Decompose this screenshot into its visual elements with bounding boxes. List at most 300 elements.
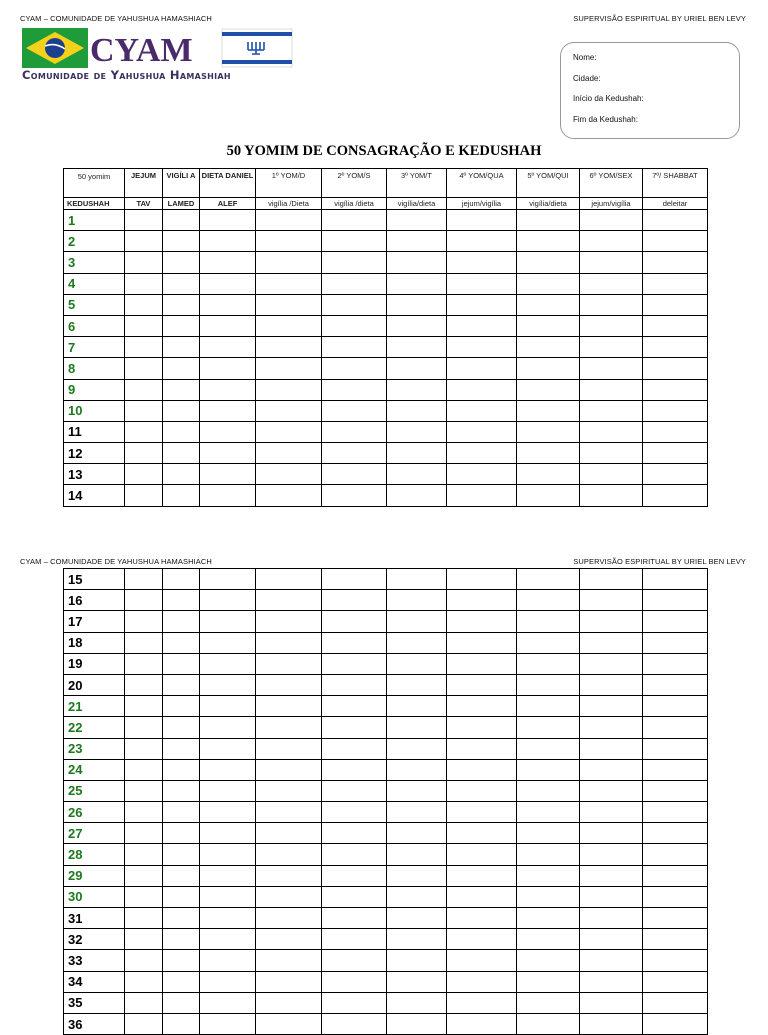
day-cell[interactable] [643, 823, 708, 844]
day-cell[interactable] [517, 738, 580, 759]
day-cell[interactable] [387, 315, 447, 336]
day-cell[interactable] [517, 844, 580, 865]
day-cell[interactable] [322, 971, 387, 992]
day-cell[interactable] [200, 759, 256, 780]
day-cell[interactable] [447, 358, 517, 379]
day-cell[interactable] [387, 971, 447, 992]
day-cell[interactable] [163, 886, 200, 907]
day-cell[interactable] [517, 971, 580, 992]
day-cell[interactable] [256, 590, 322, 611]
day-cell[interactable] [125, 315, 163, 336]
day-cell[interactable] [125, 485, 163, 506]
day-cell[interactable] [643, 886, 708, 907]
day-cell[interactable] [643, 569, 708, 590]
day-cell[interactable] [163, 273, 200, 294]
day-cell[interactable] [447, 908, 517, 929]
day-cell[interactable] [580, 611, 643, 632]
day-cell[interactable] [256, 210, 322, 231]
day-cell[interactable] [163, 950, 200, 971]
day-cell[interactable] [256, 717, 322, 738]
day-cell[interactable] [125, 400, 163, 421]
day-cell[interactable] [256, 992, 322, 1013]
day-cell[interactable] [643, 802, 708, 823]
day-cell[interactable] [447, 252, 517, 273]
day-cell[interactable] [517, 294, 580, 315]
day-cell[interactable] [163, 421, 200, 442]
day-cell[interactable] [256, 780, 322, 801]
day-cell[interactable] [256, 886, 322, 907]
day-cell[interactable] [447, 379, 517, 400]
day-cell[interactable] [447, 653, 517, 674]
day-cell[interactable] [200, 1013, 256, 1034]
day-cell[interactable] [387, 717, 447, 738]
day-cell[interactable] [387, 738, 447, 759]
day-cell[interactable] [517, 802, 580, 823]
day-cell[interactable] [200, 865, 256, 886]
day-cell[interactable] [447, 992, 517, 1013]
day-cell[interactable] [322, 315, 387, 336]
day-cell[interactable] [643, 315, 708, 336]
day-cell[interactable] [580, 273, 643, 294]
day-cell[interactable] [163, 759, 200, 780]
day-cell[interactable] [447, 950, 517, 971]
day-cell[interactable] [200, 210, 256, 231]
day-cell[interactable] [643, 908, 708, 929]
day-cell[interactable] [517, 674, 580, 695]
day-cell[interactable] [643, 611, 708, 632]
day-cell[interactable] [256, 696, 322, 717]
day-cell[interactable] [387, 865, 447, 886]
day-cell[interactable] [163, 210, 200, 231]
day-cell[interactable] [322, 696, 387, 717]
day-cell[interactable] [322, 464, 387, 485]
day-cell[interactable] [200, 717, 256, 738]
day-cell[interactable] [200, 273, 256, 294]
day-cell[interactable] [256, 611, 322, 632]
day-cell[interactable] [322, 400, 387, 421]
day-cell[interactable] [200, 908, 256, 929]
day-cell[interactable] [125, 611, 163, 632]
day-cell[interactable] [200, 971, 256, 992]
day-cell[interactable] [447, 738, 517, 759]
day-cell[interactable] [125, 231, 163, 252]
day-cell[interactable] [517, 315, 580, 336]
day-cell[interactable] [163, 717, 200, 738]
day-cell[interactable] [163, 294, 200, 315]
day-cell[interactable] [643, 865, 708, 886]
day-cell[interactable] [580, 337, 643, 358]
day-cell[interactable] [643, 717, 708, 738]
day-cell[interactable] [200, 231, 256, 252]
day-cell[interactable] [447, 421, 517, 442]
day-cell[interactable] [125, 844, 163, 865]
day-cell[interactable] [387, 252, 447, 273]
day-cell[interactable] [387, 653, 447, 674]
day-cell[interactable] [163, 802, 200, 823]
day-cell[interactable] [447, 929, 517, 950]
day-cell[interactable] [447, 823, 517, 844]
day-cell[interactable] [517, 611, 580, 632]
day-cell[interactable] [517, 950, 580, 971]
day-cell[interactable] [517, 464, 580, 485]
day-cell[interactable] [163, 632, 200, 653]
day-cell[interactable] [387, 696, 447, 717]
day-cell[interactable] [200, 294, 256, 315]
day-cell[interactable] [322, 632, 387, 653]
day-cell[interactable] [163, 569, 200, 590]
day-cell[interactable] [643, 780, 708, 801]
day-cell[interactable] [447, 780, 517, 801]
day-cell[interactable] [447, 273, 517, 294]
day-cell[interactable] [256, 823, 322, 844]
day-cell[interactable] [322, 780, 387, 801]
day-cell[interactable] [163, 780, 200, 801]
day-cell[interactable] [517, 696, 580, 717]
day-cell[interactable] [580, 929, 643, 950]
day-cell[interactable] [387, 337, 447, 358]
day-cell[interactable] [125, 929, 163, 950]
day-cell[interactable] [387, 569, 447, 590]
day-cell[interactable] [447, 337, 517, 358]
day-cell[interactable] [322, 421, 387, 442]
day-cell[interactable] [125, 653, 163, 674]
day-cell[interactable] [517, 992, 580, 1013]
day-cell[interactable] [517, 252, 580, 273]
day-cell[interactable] [256, 908, 322, 929]
day-cell[interactable] [256, 337, 322, 358]
day-cell[interactable] [517, 400, 580, 421]
day-cell[interactable] [200, 358, 256, 379]
day-cell[interactable] [517, 443, 580, 464]
day-cell[interactable] [447, 315, 517, 336]
day-cell[interactable] [200, 443, 256, 464]
day-cell[interactable] [387, 358, 447, 379]
day-cell[interactable] [517, 759, 580, 780]
day-cell[interactable] [322, 992, 387, 1013]
day-cell[interactable] [163, 379, 200, 400]
day-cell[interactable] [643, 632, 708, 653]
day-cell[interactable] [163, 337, 200, 358]
day-cell[interactable] [517, 358, 580, 379]
day-cell[interactable] [125, 569, 163, 590]
day-cell[interactable] [256, 294, 322, 315]
day-cell[interactable] [200, 886, 256, 907]
day-cell[interactable] [200, 400, 256, 421]
day-cell[interactable] [200, 844, 256, 865]
day-cell[interactable] [643, 421, 708, 442]
day-cell[interactable] [517, 569, 580, 590]
day-cell[interactable] [200, 674, 256, 695]
day-cell[interactable] [256, 844, 322, 865]
day-cell[interactable] [447, 569, 517, 590]
day-cell[interactable] [643, 294, 708, 315]
day-cell[interactable] [322, 273, 387, 294]
day-cell[interactable] [643, 231, 708, 252]
day-cell[interactable] [200, 780, 256, 801]
day-cell[interactable] [163, 738, 200, 759]
day-cell[interactable] [517, 780, 580, 801]
day-cell[interactable] [200, 315, 256, 336]
day-cell[interactable] [387, 400, 447, 421]
day-cell[interactable] [517, 908, 580, 929]
day-cell[interactable] [256, 632, 322, 653]
day-cell[interactable] [163, 674, 200, 695]
day-cell[interactable] [256, 485, 322, 506]
day-cell[interactable] [125, 358, 163, 379]
day-cell[interactable] [322, 653, 387, 674]
day-cell[interactable] [125, 294, 163, 315]
day-cell[interactable] [200, 421, 256, 442]
day-cell[interactable] [200, 823, 256, 844]
day-cell[interactable] [322, 929, 387, 950]
day-cell[interactable] [517, 337, 580, 358]
day-cell[interactable] [387, 485, 447, 506]
day-cell[interactable] [200, 611, 256, 632]
day-cell[interactable] [580, 443, 643, 464]
day-cell[interactable] [643, 464, 708, 485]
day-cell[interactable] [580, 780, 643, 801]
day-cell[interactable] [387, 780, 447, 801]
day-cell[interactable] [447, 632, 517, 653]
day-cell[interactable] [643, 210, 708, 231]
day-cell[interactable] [125, 865, 163, 886]
day-cell[interactable] [517, 865, 580, 886]
day-cell[interactable] [580, 252, 643, 273]
day-cell[interactable] [125, 210, 163, 231]
day-cell[interactable] [163, 252, 200, 273]
day-cell[interactable] [387, 273, 447, 294]
day-cell[interactable] [125, 590, 163, 611]
day-cell[interactable] [447, 590, 517, 611]
day-cell[interactable] [163, 590, 200, 611]
day-cell[interactable] [643, 696, 708, 717]
day-cell[interactable] [256, 569, 322, 590]
day-cell[interactable] [643, 400, 708, 421]
day-cell[interactable] [447, 400, 517, 421]
day-cell[interactable] [387, 908, 447, 929]
day-cell[interactable] [322, 611, 387, 632]
day-cell[interactable] [322, 823, 387, 844]
day-cell[interactable] [125, 464, 163, 485]
day-cell[interactable] [447, 674, 517, 695]
day-cell[interactable] [322, 802, 387, 823]
day-cell[interactable] [580, 569, 643, 590]
day-cell[interactable] [580, 674, 643, 695]
day-cell[interactable] [580, 950, 643, 971]
day-cell[interactable] [163, 992, 200, 1013]
day-cell[interactable] [643, 252, 708, 273]
day-cell[interactable] [322, 231, 387, 252]
day-cell[interactable] [322, 252, 387, 273]
day-cell[interactable] [387, 632, 447, 653]
day-cell[interactable] [322, 590, 387, 611]
day-cell[interactable] [163, 358, 200, 379]
day-cell[interactable] [163, 315, 200, 336]
day-cell[interactable] [643, 337, 708, 358]
day-cell[interactable] [643, 358, 708, 379]
day-cell[interactable] [387, 674, 447, 695]
day-cell[interactable] [125, 886, 163, 907]
day-cell[interactable] [322, 485, 387, 506]
day-cell[interactable] [387, 210, 447, 231]
day-cell[interactable] [447, 294, 517, 315]
day-cell[interactable] [163, 865, 200, 886]
day-cell[interactable] [163, 611, 200, 632]
day-cell[interactable] [517, 632, 580, 653]
day-cell[interactable] [447, 696, 517, 717]
day-cell[interactable] [256, 252, 322, 273]
day-cell[interactable] [200, 929, 256, 950]
day-cell[interactable] [580, 886, 643, 907]
day-cell[interactable] [125, 696, 163, 717]
day-cell[interactable] [387, 611, 447, 632]
day-cell[interactable] [517, 886, 580, 907]
day-cell[interactable] [517, 1013, 580, 1034]
day-cell[interactable] [322, 908, 387, 929]
day-cell[interactable] [256, 464, 322, 485]
day-cell[interactable] [643, 674, 708, 695]
day-cell[interactable] [517, 590, 580, 611]
day-cell[interactable] [256, 738, 322, 759]
day-cell[interactable] [580, 1013, 643, 1034]
day-cell[interactable] [125, 337, 163, 358]
day-cell[interactable] [200, 252, 256, 273]
day-cell[interactable] [580, 823, 643, 844]
day-cell[interactable] [163, 464, 200, 485]
day-cell[interactable] [643, 485, 708, 506]
day-cell[interactable] [200, 802, 256, 823]
day-cell[interactable] [200, 464, 256, 485]
day-cell[interactable] [200, 590, 256, 611]
day-cell[interactable] [256, 1013, 322, 1034]
day-cell[interactable] [643, 929, 708, 950]
day-cell[interactable] [125, 252, 163, 273]
day-cell[interactable] [256, 443, 322, 464]
day-cell[interactable] [517, 231, 580, 252]
day-cell[interactable] [387, 802, 447, 823]
day-cell[interactable] [580, 759, 643, 780]
day-cell[interactable] [447, 210, 517, 231]
day-cell[interactable] [322, 738, 387, 759]
day-cell[interactable] [256, 421, 322, 442]
day-cell[interactable] [387, 379, 447, 400]
day-cell[interactable] [580, 590, 643, 611]
day-cell[interactable] [517, 421, 580, 442]
day-cell[interactable] [387, 886, 447, 907]
day-cell[interactable] [447, 464, 517, 485]
day-cell[interactable] [643, 590, 708, 611]
day-cell[interactable] [256, 865, 322, 886]
day-cell[interactable] [387, 759, 447, 780]
day-cell[interactable] [580, 653, 643, 674]
day-cell[interactable] [517, 485, 580, 506]
day-cell[interactable] [517, 823, 580, 844]
day-cell[interactable] [163, 929, 200, 950]
day-cell[interactable] [200, 738, 256, 759]
day-cell[interactable] [643, 1013, 708, 1034]
day-cell[interactable] [387, 443, 447, 464]
day-cell[interactable] [200, 379, 256, 400]
day-cell[interactable] [643, 653, 708, 674]
day-cell[interactable] [517, 653, 580, 674]
day-cell[interactable] [256, 950, 322, 971]
day-cell[interactable] [163, 400, 200, 421]
day-cell[interactable] [125, 738, 163, 759]
day-cell[interactable] [447, 802, 517, 823]
day-cell[interactable] [125, 780, 163, 801]
day-cell[interactable] [643, 971, 708, 992]
day-cell[interactable] [322, 950, 387, 971]
day-cell[interactable] [322, 443, 387, 464]
day-cell[interactable] [447, 485, 517, 506]
day-cell[interactable] [580, 379, 643, 400]
day-cell[interactable] [200, 653, 256, 674]
day-cell[interactable] [163, 971, 200, 992]
day-cell[interactable] [200, 696, 256, 717]
day-cell[interactable] [580, 971, 643, 992]
day-cell[interactable] [387, 992, 447, 1013]
day-cell[interactable] [322, 358, 387, 379]
day-cell[interactable] [125, 992, 163, 1013]
day-cell[interactable] [643, 992, 708, 1013]
day-cell[interactable] [163, 231, 200, 252]
day-cell[interactable] [256, 759, 322, 780]
day-cell[interactable] [447, 971, 517, 992]
day-cell[interactable] [580, 865, 643, 886]
day-cell[interactable] [387, 421, 447, 442]
day-cell[interactable] [643, 443, 708, 464]
day-cell[interactable] [447, 1013, 517, 1034]
day-cell[interactable] [580, 992, 643, 1013]
day-cell[interactable] [517, 273, 580, 294]
day-cell[interactable] [125, 632, 163, 653]
day-cell[interactable] [163, 1013, 200, 1034]
day-cell[interactable] [322, 294, 387, 315]
day-cell[interactable] [200, 992, 256, 1013]
day-cell[interactable] [517, 929, 580, 950]
day-cell[interactable] [387, 464, 447, 485]
day-cell[interactable] [447, 886, 517, 907]
day-cell[interactable] [580, 738, 643, 759]
day-cell[interactable] [125, 273, 163, 294]
day-cell[interactable] [125, 759, 163, 780]
day-cell[interactable] [322, 569, 387, 590]
day-cell[interactable] [387, 823, 447, 844]
day-cell[interactable] [580, 485, 643, 506]
day-cell[interactable] [580, 400, 643, 421]
day-cell[interactable] [200, 569, 256, 590]
day-cell[interactable] [163, 696, 200, 717]
day-cell[interactable] [256, 315, 322, 336]
day-cell[interactable] [387, 1013, 447, 1034]
day-cell[interactable] [322, 886, 387, 907]
day-cell[interactable] [447, 717, 517, 738]
day-cell[interactable] [125, 443, 163, 464]
day-cell[interactable] [447, 759, 517, 780]
day-cell[interactable] [580, 632, 643, 653]
day-cell[interactable] [163, 908, 200, 929]
day-cell[interactable] [580, 210, 643, 231]
day-cell[interactable] [322, 379, 387, 400]
day-cell[interactable] [517, 379, 580, 400]
day-cell[interactable] [322, 865, 387, 886]
day-cell[interactable] [125, 421, 163, 442]
day-cell[interactable] [322, 1013, 387, 1034]
day-cell[interactable] [643, 379, 708, 400]
day-cell[interactable] [387, 929, 447, 950]
day-cell[interactable] [643, 738, 708, 759]
day-cell[interactable] [256, 802, 322, 823]
